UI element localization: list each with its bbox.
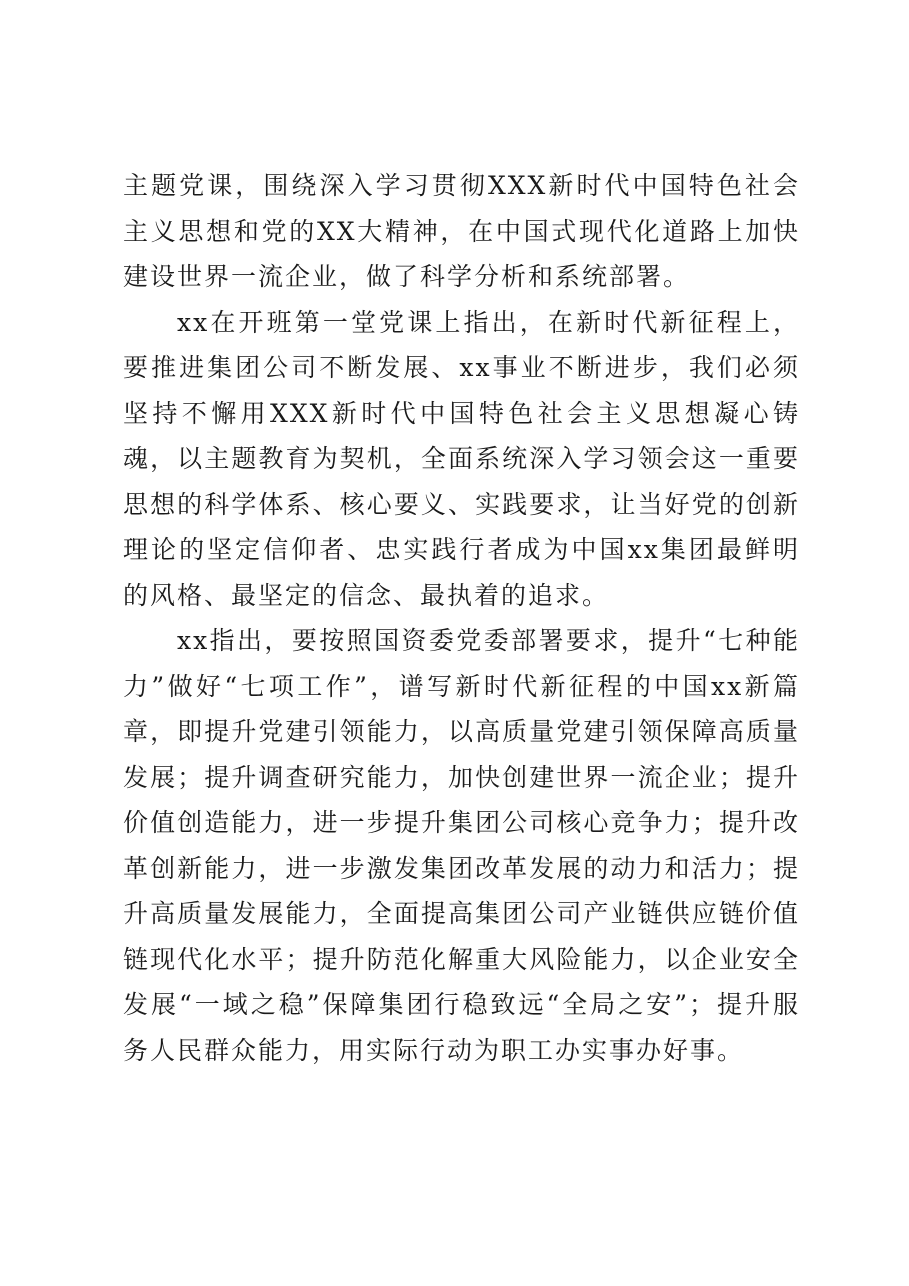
paragraph-continuation: 主题党课，围绕深入学习贯彻XXX新时代中国特色社会主义思想和党的XX大精神，在中国式现代化道路上加快建设世界一流企业，做了科学分析和系统部署。 [123, 171, 800, 291]
paragraph-seven-abilities: xx指出，要按照国资委党委部署要求，提升“七种能力”做好“七项工作”，谱写新时代新征程的中国xx新篇章，即提升党建引领能力，以高质量党建引领保障高质量发展；提升调查研究能力，加快创建世界一流企业；提升价值创造能力，进一步提升集团公司核心竞争力；提升改革创新能力，进一步激发集团改革发展的动力和活力；提升高质量发展能力，全面提高集团公司产业链供应链价值链现代化水平；提升防范化解重大风险能力，以企业安全发展“一域之稳”保障集团行稳致远“全局之安”；提升服务人民群众能力，用实际行动为职工办实事办好事。 [123, 626, 800, 1065]
document-body [123, 163, 800, 1073]
paragraph-party-lecture: xx在开班第一堂党课上指出，在新时代新征程上，要推进集团公司不断发展、xx事业不断进步，我们必须坚持不懈用XXX新时代中国特色社会主义思想凝心铸魂，以主题教育为契机，全面系统深入学习领会这一重要思想的科学体系、核心要义、实践要求，让当好党的创新理论的坚定信仰者、忠实践行者成为中国xx集团最鲜明的风格、最坚定的信念、最执着的追求。 [123, 307, 800, 610]
